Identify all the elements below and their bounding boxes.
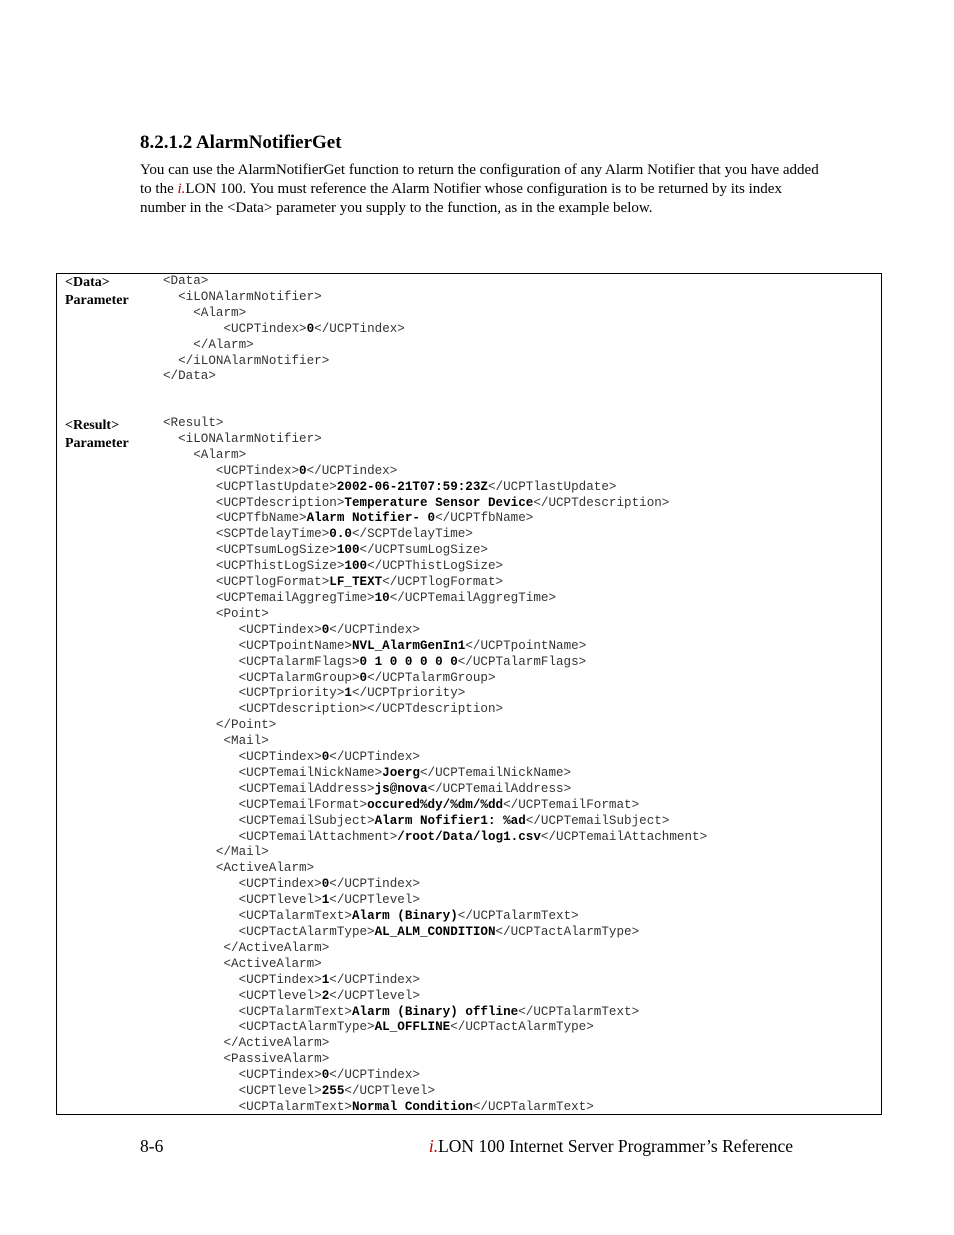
- code-tag-open: <UCPTindex>: [238, 750, 322, 765]
- code-tag-open: </ActiveAlarm>: [223, 1036, 330, 1051]
- code-line: [163, 750, 707, 766]
- code-tag-open: <UCPTdescription>: [215, 495, 345, 510]
- code-tag-close: </UCPTlogFormat>: [382, 575, 504, 590]
- code-value: AL_OFFLINE: [374, 1020, 451, 1035]
- code-value: Alarm (Binary) offline: [351, 1004, 519, 1019]
- code-tag-open: </iLONAlarmNotifier>: [178, 353, 330, 368]
- code-value: 1: [321, 893, 330, 908]
- code-line: [163, 1005, 707, 1021]
- code-line: [163, 448, 707, 464]
- code-tag-open: <UCPTemailAttachment>: [238, 829, 398, 844]
- code-line: [163, 734, 707, 750]
- data-parameter-label: [65, 274, 129, 310]
- code-line: [163, 989, 707, 1005]
- code-tag-open: </Data>: [163, 369, 216, 384]
- code-line: [163, 543, 707, 559]
- code-tag-open: <UCPTactAlarmType>: [238, 925, 375, 939]
- code-value: occured%dy/%dm/%dd: [367, 797, 504, 812]
- code-tag-open: <UCPTalarmText>: [238, 1099, 352, 1114]
- code-tag-open: <UCPTalarmText>: [238, 1004, 352, 1019]
- data-parameter-code: [163, 274, 405, 385]
- code-tag-open: <UCPTfbName>: [215, 511, 307, 526]
- code-tag-close: </UCPTlevel>: [329, 988, 420, 1003]
- code-tag-open: <UCPTlevel>: [238, 1084, 322, 1099]
- code-tag-close: </UCPTalarmFlags>: [457, 654, 587, 669]
- code-tag-open: <UCPTalarmGroup>: [238, 670, 360, 685]
- code-line: [163, 830, 707, 846]
- code-tag-close: </UCPTindex>: [306, 463, 398, 478]
- code-line: [163, 559, 707, 575]
- footer-page-number: 8-6: [140, 1136, 164, 1156]
- code-tag-close: </UCPTindex>: [329, 972, 420, 987]
- code-tag-close: </UCPTfbName>: [435, 511, 534, 526]
- code-tag-open: <Point>: [215, 606, 269, 621]
- code-line: [163, 1036, 707, 1052]
- code-line: [163, 957, 707, 973]
- brand-i-mark: i.: [177, 181, 186, 197]
- data-label-line2: Parameter: [65, 293, 129, 308]
- code-value: Joerg: [382, 765, 420, 780]
- code-tag-open: <UCPThistLogSize>: [215, 559, 345, 574]
- code-tag-close: </UCPTsumLogSize>: [359, 543, 488, 558]
- code-tag-close: </UCPTindex>: [329, 750, 420, 765]
- code-line: [163, 274, 405, 290]
- code-value: Alarm Notifier- 0: [306, 511, 436, 526]
- code-value: 0: [359, 670, 368, 685]
- code-value: 10: [374, 590, 390, 605]
- code-line: [163, 591, 707, 607]
- code-tag-open: <UCPTpointName>: [238, 638, 352, 653]
- code-line: [163, 432, 707, 448]
- code-tag-open: <SCPTdelayTime>: [215, 527, 330, 542]
- code-tag-open: <UCPTdescription></UCPTdescription>: [238, 702, 504, 717]
- code-tag-open: <iLONAlarmNotifier>: [178, 289, 322, 304]
- code-tag-open: <UCPTemailSubject>: [238, 813, 375, 828]
- code-line: [163, 671, 707, 687]
- code-value: 2: [321, 988, 330, 1003]
- code-tag-open: </Mail>: [215, 845, 269, 860]
- data-label-line1: <Data>: [65, 275, 110, 290]
- code-line: [163, 782, 707, 798]
- code-line: [163, 973, 707, 989]
- code-tag-open: <UCPTindex>: [238, 1068, 322, 1083]
- code-line: [163, 702, 707, 718]
- code-line: [163, 575, 707, 591]
- code-value: 2002-06-21T07:59:23Z: [336, 479, 488, 494]
- code-tag-close: </UCPTemailNickName>: [419, 765, 572, 780]
- code-tag-close: </UCPTindex>: [329, 877, 420, 892]
- code-tag-open: <Alarm>: [193, 447, 247, 462]
- code-line: [163, 607, 707, 623]
- code-tag-close: </UCPTpointName>: [465, 638, 587, 653]
- code-tag-close: </UCPTalarmText>: [518, 1004, 640, 1019]
- code-value: 0: [321, 622, 330, 637]
- code-tag-close: </UCPTindex>: [314, 321, 405, 336]
- code-tag-open: <UCPTalarmText>: [238, 909, 352, 924]
- code-line: [163, 1084, 707, 1100]
- code-tag-open: <UCPTindex>: [215, 463, 300, 478]
- code-line: [163, 623, 707, 639]
- code-line: [163, 909, 707, 925]
- code-line: [163, 1052, 707, 1068]
- code-tag-open: <ActiveAlarm>: [215, 861, 315, 876]
- code-tag-open: <UCPTlogFormat>: [215, 575, 330, 590]
- code-value: Normal Condition: [351, 1099, 473, 1114]
- code-tag-open: <UCPTalarmFlags>: [238, 654, 360, 669]
- section-title: AlarmNotifierGet: [195, 132, 342, 153]
- code-tag-close: </SCPTdelayTime>: [351, 527, 473, 542]
- code-tag-close: </UCPTlevel>: [329, 893, 420, 908]
- code-value: LF_TEXT: [329, 575, 383, 590]
- code-tag-open: <UCPTlevel>: [238, 988, 322, 1003]
- code-line: [163, 1100, 707, 1115]
- code-tag-open: <UCPTemailNickName>: [238, 765, 383, 780]
- code-line: [163, 941, 707, 957]
- code-value: js@nova: [374, 781, 428, 796]
- code-tag-open: <UCPTlevel>: [238, 893, 322, 908]
- code-tag-close: </UCPTalarmText>: [472, 1099, 594, 1114]
- code-tag-open: <Mail>: [223, 734, 269, 749]
- code-tag-close: </UCPTactAlarmType>: [495, 925, 640, 939]
- code-line: [163, 655, 707, 671]
- footer-title-rest: LON 100 Internet Server Programmer’s Reference: [438, 1136, 793, 1156]
- section-number: 8.2.1.2: [140, 132, 193, 153]
- code-tag-open: <UCPTindex>: [238, 972, 322, 987]
- code-value: Temperature Sensor Device: [344, 495, 534, 510]
- code-value: 0: [321, 1068, 330, 1083]
- code-value: 100: [336, 543, 360, 558]
- code-tag-open: </Point>: [215, 718, 277, 733]
- code-line: [163, 322, 405, 338]
- code-line: [163, 480, 707, 496]
- footer-title: [429, 1136, 793, 1157]
- code-tag-open: <iLONAlarmNotifier>: [178, 431, 322, 446]
- code-value: 1: [344, 686, 352, 701]
- code-tag-open: </ActiveAlarm>: [223, 940, 330, 955]
- code-example-box: [56, 273, 882, 1115]
- code-tag-open: <UCPTpriority>: [238, 686, 345, 701]
- code-value: 100: [344, 559, 368, 574]
- code-value: 255: [321, 1084, 345, 1099]
- code-tag-close: </UCPTindex>: [329, 622, 420, 637]
- code-line: [163, 306, 405, 322]
- code-value: 0: [306, 321, 315, 336]
- code-tag-open: <UCPTlastUpdate>: [215, 479, 337, 494]
- result-parameter-code: [163, 416, 707, 1115]
- code-value: /root/Data/log1.csv: [397, 829, 541, 844]
- code-tag-open: <UCPTindex>: [238, 877, 322, 892]
- code-tag-close: </UCPTemailAggregTime>: [389, 590, 557, 605]
- code-tag-open: <PassiveAlarm>: [223, 1052, 330, 1067]
- code-line: [163, 369, 405, 385]
- code-tag-close: </UCPTindex>: [329, 1068, 420, 1083]
- code-line: [163, 798, 707, 814]
- result-parameter-label: [65, 417, 129, 453]
- code-line: [163, 1020, 707, 1036]
- code-line: [163, 845, 707, 861]
- code-line: [163, 893, 707, 909]
- code-tag-open: <Data>: [163, 274, 209, 288]
- code-tag-open: <UCPTindex>: [223, 321, 307, 336]
- code-tag-open: <Alarm>: [193, 305, 247, 320]
- code-value: 1: [321, 972, 330, 987]
- code-tag-close: </UCPTpriority>: [351, 686, 466, 701]
- code-value: AL_ALM_CONDITION: [374, 925, 496, 939]
- code-tag-open: </Alarm>: [193, 337, 254, 352]
- code-tag-open: <UCPTactAlarmType>: [238, 1020, 375, 1035]
- code-value: Alarm Nofifier1: %ad: [374, 813, 526, 828]
- code-value: 0 1 0 0 0 0 0: [359, 654, 458, 669]
- code-tag-open: <UCPTindex>: [238, 622, 322, 637]
- code-tag-close: </UCPThistLogSize>: [367, 559, 504, 574]
- code-line: [163, 877, 707, 893]
- code-tag-open: <UCPTemailFormat>: [238, 797, 368, 812]
- code-tag-close: </UCPTlastUpdate>: [487, 479, 617, 494]
- code-line: [163, 861, 707, 877]
- code-line: [163, 814, 707, 830]
- code-tag-open: <Result>: [163, 416, 224, 430]
- code-line: [163, 354, 405, 370]
- code-line: [163, 766, 707, 782]
- code-tag-close: </UCPTemailFormat>: [503, 797, 640, 812]
- code-tag-close: </UCPTalarmText>: [457, 909, 579, 924]
- code-tag-open: <UCPTemailAddress>: [238, 781, 375, 796]
- section-heading: [140, 132, 342, 154]
- code-line: [163, 338, 405, 354]
- code-value: 0: [321, 877, 330, 892]
- intro-paragraph: [140, 161, 820, 218]
- code-line: [163, 925, 707, 941]
- code-line: [163, 496, 707, 512]
- code-line: [163, 718, 707, 734]
- code-line: [163, 290, 405, 306]
- code-tag-open: <UCPTemailAggregTime>: [215, 590, 375, 605]
- code-line: [163, 416, 707, 432]
- code-value: Alarm (Binary): [351, 909, 458, 924]
- code-line: [163, 686, 707, 702]
- result-label-line1: <Result>: [65, 418, 120, 433]
- code-tag-open: <ActiveAlarm>: [223, 956, 322, 971]
- result-label-line2: Parameter: [65, 436, 129, 451]
- code-line: [163, 464, 707, 480]
- intro-text-after: LON 100. You must reference the Alarm Notifier whose configuration is to be returned by its index number in the <Data> parameter you supply to the function, as in the example below.: [140, 181, 782, 216]
- code-tag-close: </UCPTemailAttachment>: [540, 829, 708, 844]
- intro-text-before: You can use the AlarmNotifierGet function to return the configuration of any Alarm Notifier that you have added to the: [140, 162, 819, 197]
- code-tag-close: </UCPTdescription>: [533, 495, 670, 510]
- code-line: [163, 511, 707, 527]
- code-line: [163, 639, 707, 655]
- code-value: NVL_AlarmGenIn1: [351, 638, 466, 653]
- code-line: [163, 527, 707, 543]
- code-tag-close: </UCPTlevel>: [344, 1084, 436, 1099]
- code-value: 0: [321, 750, 330, 765]
- code-tag-close: </UCPTactAlarmType>: [450, 1020, 594, 1035]
- code-value: 0: [299, 463, 307, 478]
- code-value: 0.0: [329, 527, 352, 542]
- code-tag-close: </UCPTemailAddress>: [427, 781, 572, 796]
- code-line: [163, 1068, 707, 1084]
- footer-brand-i: i.: [428, 1136, 439, 1156]
- code-tag-close: </UCPTemailSubject>: [525, 813, 670, 828]
- code-tag-close: </UCPTalarmGroup>: [367, 670, 496, 685]
- code-tag-open: <UCPTsumLogSize>: [215, 543, 337, 558]
